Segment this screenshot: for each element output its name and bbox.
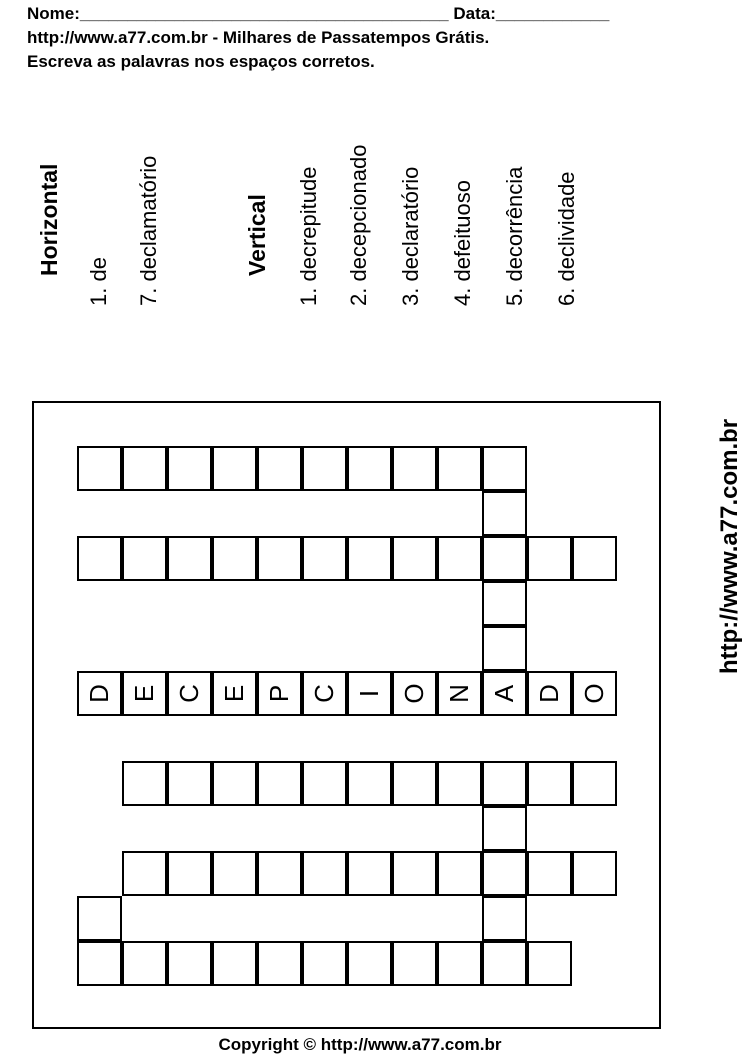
answer-letter: A [489, 684, 519, 703]
answer-cell[interactable] [392, 671, 437, 716]
answer-letter: D [534, 684, 564, 703]
instructions-line: Escreva as palavras nos espaços corretos. [27, 52, 375, 71]
row-b-cell[interactable] [122, 536, 167, 581]
row-a-cell[interactable] [392, 446, 437, 491]
row-e-cell[interactable] [347, 851, 392, 896]
row-b-cell[interactable] [302, 536, 347, 581]
answer-letter: C [174, 684, 204, 703]
row-b-cell[interactable] [347, 536, 392, 581]
row-d-cell[interactable] [167, 761, 212, 806]
name-date-line [27, 4, 609, 24]
answer-cell[interactable] [572, 671, 617, 716]
answer-cell[interactable] [437, 671, 482, 716]
row-a-cell[interactable] [212, 446, 257, 491]
answer-cell[interactable] [212, 671, 257, 716]
date-blank[interactable]: ____________ [495, 4, 610, 23]
row-f-cell[interactable] [527, 941, 572, 986]
connector-cell[interactable] [482, 806, 527, 851]
row-a-cell[interactable] [122, 446, 167, 491]
answer-cell[interactable] [167, 671, 212, 716]
answer-cell[interactable] [527, 671, 572, 716]
vertical-title: Vertical [244, 194, 270, 276]
row-f-cell[interactable] [392, 941, 437, 986]
answer-cell[interactable] [77, 671, 122, 716]
connector-cell[interactable] [482, 491, 527, 536]
row-e-cell[interactable] [437, 851, 482, 896]
row-d-cell[interactable] [482, 761, 527, 806]
row-a-cell[interactable] [347, 446, 392, 491]
row-b-cell[interactable] [212, 536, 257, 581]
answer-cell[interactable] [257, 671, 302, 716]
copyright: Copyright © http://www.a77.com.br [218, 1035, 502, 1054]
vertical-clue-3: 3. declaratório [398, 166, 423, 306]
answer-letter: D [84, 684, 114, 703]
row-b-cell[interactable] [167, 536, 212, 581]
row-e-cell[interactable] [212, 851, 257, 896]
row-d-cell[interactable] [302, 761, 347, 806]
connector-cell[interactable] [482, 581, 527, 626]
answer-cell[interactable] [302, 671, 347, 716]
answer-cell[interactable] [122, 671, 167, 716]
answer-letter: E [129, 684, 159, 703]
row-b-cell[interactable] [392, 536, 437, 581]
name-label: Nome: [27, 4, 80, 23]
row-b-cell[interactable] [527, 536, 572, 581]
row-f-cell[interactable] [77, 941, 122, 986]
row-f-cell[interactable] [302, 941, 347, 986]
connector-cell[interactable] [482, 626, 527, 671]
answer-letter: P [264, 684, 294, 703]
row-b-cell[interactable] [572, 536, 617, 581]
connector-cell[interactable] [482, 896, 527, 941]
row-f-cell[interactable] [347, 941, 392, 986]
row-a-cell[interactable] [257, 446, 302, 491]
row-d-cell[interactable] [347, 761, 392, 806]
row-f-cell[interactable] [437, 941, 482, 986]
row-e-cell[interactable] [572, 851, 617, 896]
row-a-cell[interactable] [437, 446, 482, 491]
answer-cell[interactable] [347, 671, 392, 716]
answer-letter: O [579, 683, 609, 704]
row-f-cell[interactable] [167, 941, 212, 986]
horizontal-clue-7: 7. declamatório [136, 155, 161, 306]
side-url: http://www.a77.com.br [716, 418, 743, 674]
row-b-cell[interactable] [257, 536, 302, 581]
row-d-cell[interactable] [257, 761, 302, 806]
answer-letter: N [444, 684, 474, 703]
row-f-cell[interactable] [257, 941, 302, 986]
answer-letter: E [219, 684, 249, 703]
row-b-cell[interactable] [77, 536, 122, 581]
row-e-cell[interactable] [527, 851, 572, 896]
vertical-clue-4: 4. defeituoso [450, 180, 475, 306]
vertical-clue-2: 2. decepcionado [346, 144, 371, 306]
row-b-cell[interactable] [482, 536, 527, 581]
row-d-cell[interactable] [572, 761, 617, 806]
answer-letter: C [309, 684, 339, 703]
row-f-cell[interactable] [122, 941, 167, 986]
row-d-cell[interactable] [392, 761, 437, 806]
row-a-cell[interactable] [482, 446, 527, 491]
row-d-cell[interactable] [122, 761, 167, 806]
row-b-cell[interactable] [437, 536, 482, 581]
row-e-cell[interactable] [392, 851, 437, 896]
row-f-cell[interactable] [482, 941, 527, 986]
answer-cell[interactable] [482, 671, 527, 716]
row-d-cell[interactable] [212, 761, 257, 806]
answer-letter: O [399, 683, 429, 704]
row-a-cell[interactable] [77, 446, 122, 491]
row-a-cell[interactable] [302, 446, 347, 491]
row-d-cell[interactable] [527, 761, 572, 806]
vertical-clue-1: 1. decrepitude [296, 166, 321, 306]
row-a-cell[interactable] [167, 446, 212, 491]
answer-letter: I [354, 689, 384, 698]
row-f-extra-cell[interactable] [77, 896, 122, 941]
horizontal-title: Horizontal [36, 163, 62, 276]
row-e-cell[interactable] [122, 851, 167, 896]
horizontal-clue-1: 1. de [86, 257, 111, 306]
row-e-cell[interactable] [302, 851, 347, 896]
vertical-clue-5: 5. decorrência [502, 166, 527, 306]
row-e-cell[interactable] [482, 851, 527, 896]
row-e-cell[interactable] [257, 851, 302, 896]
date-label: Data: [453, 4, 496, 23]
row-f-cell[interactable] [212, 941, 257, 986]
row-d-cell[interactable] [437, 761, 482, 806]
name-blank[interactable]: _______________________________________ [79, 4, 449, 23]
vertical-clue-6: 6. declividade [554, 171, 579, 306]
row-e-cell[interactable] [167, 851, 212, 896]
site-promo-line: http://www.a77.com.br - Milhares de Passatempos Grátis. [27, 28, 490, 47]
